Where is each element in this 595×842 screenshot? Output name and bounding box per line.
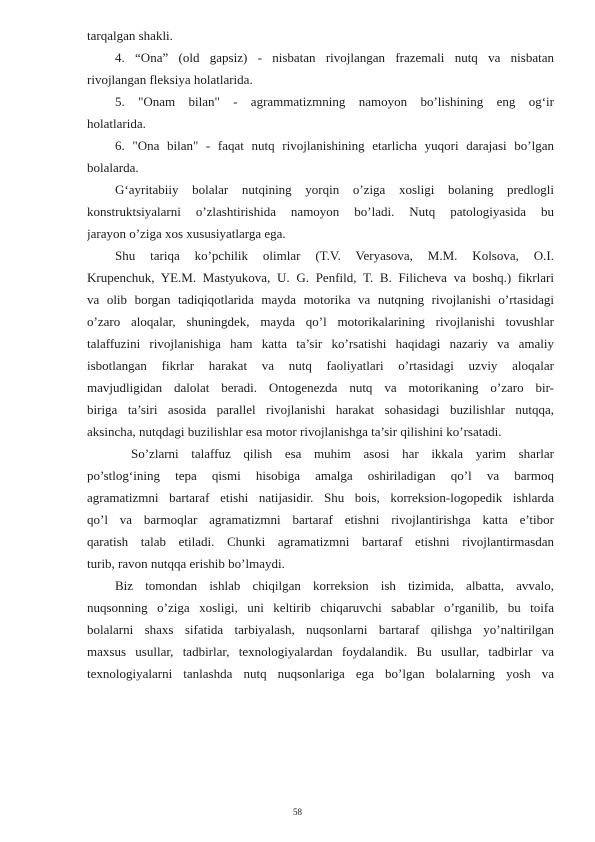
text-line: nuqsonning o’ziga xosligi, uni keltirib chiqaruvchi sabablar o’rganilib, bu toifa [87,600,554,615]
text-line: holatlarida. [87,116,146,131]
text-line: po’stlog‘ining tepa qismi hisobiga amalga oshiriladigan qo’l va barmoq [87,468,554,483]
text-line: texnologiyalarni tanlashda nutq nuqsonlariga ega bo’lgan bolalarning yosh va [87,666,554,681]
text-line: aksincha, nutqdagi buzilishlar esa motor rivojlanishga ta’sir qilishini ko’rsatadi. [87,424,502,439]
text-line: So’zlarni talaffuz qilish esa muhim asosi har ikkala yarim sharlar [131,446,554,461]
text-line: bolalarni shaxs sifatida tarbiyalash, nuqsonlarni bartaraf qilishga yo’naltirilgan [87,622,554,637]
text-line: tarqalgan shakli. [87,28,173,43]
text-line: jarayon o’ziga xos xususiyatlarga ega. [87,226,286,241]
text-line: konstruktsiyalarni o’zlashtirishida namoyon bo’ladi. Nutq patologiyasida bu [87,204,554,219]
text-line: 5. "Onam bilan" - agrammatizmning namoyon bo’lishining eng og‘ir [115,94,554,109]
page-number: 58 [293,807,302,817]
text-line: turib, ravon nutqqa erishib bo’lmaydi. [87,556,285,571]
text-line: 4. “Ona” (old gapsiz) - nisbatan rivojlangan frazemali nutq va nisbatan [115,50,554,65]
text-line: agramatizmni bartaraf etishi natijasidir. Shu bois, korreksion-logopedik ishlarda [87,490,554,505]
text-line: talaffuzini rivojlanishiga ham katta ta’sir ko’rsatishi haqidagi nazariy va amaliy [87,336,554,351]
text-line: bolalarda. [87,160,139,175]
text-line: va olib borgan tadiqiqotlarida mayda motorika va nutqning rivojlanishi o’rtasidagi [87,292,554,307]
text-line: G‘ayritabiiy bolalar nutqining yorqin o’ziga xosligi bolaning predlogli [115,182,554,197]
text-line: mavjudligidan dalolat beradi. Ontogenezda nutq va motorikaning o’zaro bir- [87,380,554,395]
text-line: biriga ta’siri asosida parallel rivojlanishi harakat sohasidagi buzilishlar nutqqa, [87,402,554,417]
text-line: Shu tariqa ko’pchilik olimlar (T.V. Veryasova, M.M. Kolsova, O.I. [115,248,554,263]
text-line: maxsus usullar, tadbirlar, texnologiyalardan foydalandik. Bu usullar, tadbirlar va [87,644,554,659]
text-line: Biz tomondan ishlab chiqilgan korreksion ish tizimida, albatta, avvalo, [115,578,554,593]
text-line: rivojlangan fleksiya holatlarida. [87,72,253,87]
text-line: qo’l va barmoqlar agramatizmni bartaraf etishni rivojlantirishga katta e’tibor [87,512,554,527]
text-line: 6. "Ona bilan" - faqat nutq rivojlanishining etarlicha yuqori darajasi bo’lgan [115,138,554,153]
text-line: isbotlangan fikrlar harakat va nutq faoliyatlari o’rtasidagi uzviy aloqalar [87,358,554,373]
text-line: o’zaro aloqalar, shuningdek, mayda qo’l motorikalarining rivojlanishi tovushlar [87,314,554,329]
text-line: qaratish talab etiladi. Chunki agramatizmni bartaraf etishni rivojlantirmasdan [87,534,554,549]
text-line: Krupenchuk, YE.M. Mastyukova, U. G. Penfild, T. B. Filicheva va boshq.) fikrlari [87,270,554,285]
document-body [87,25,554,685]
